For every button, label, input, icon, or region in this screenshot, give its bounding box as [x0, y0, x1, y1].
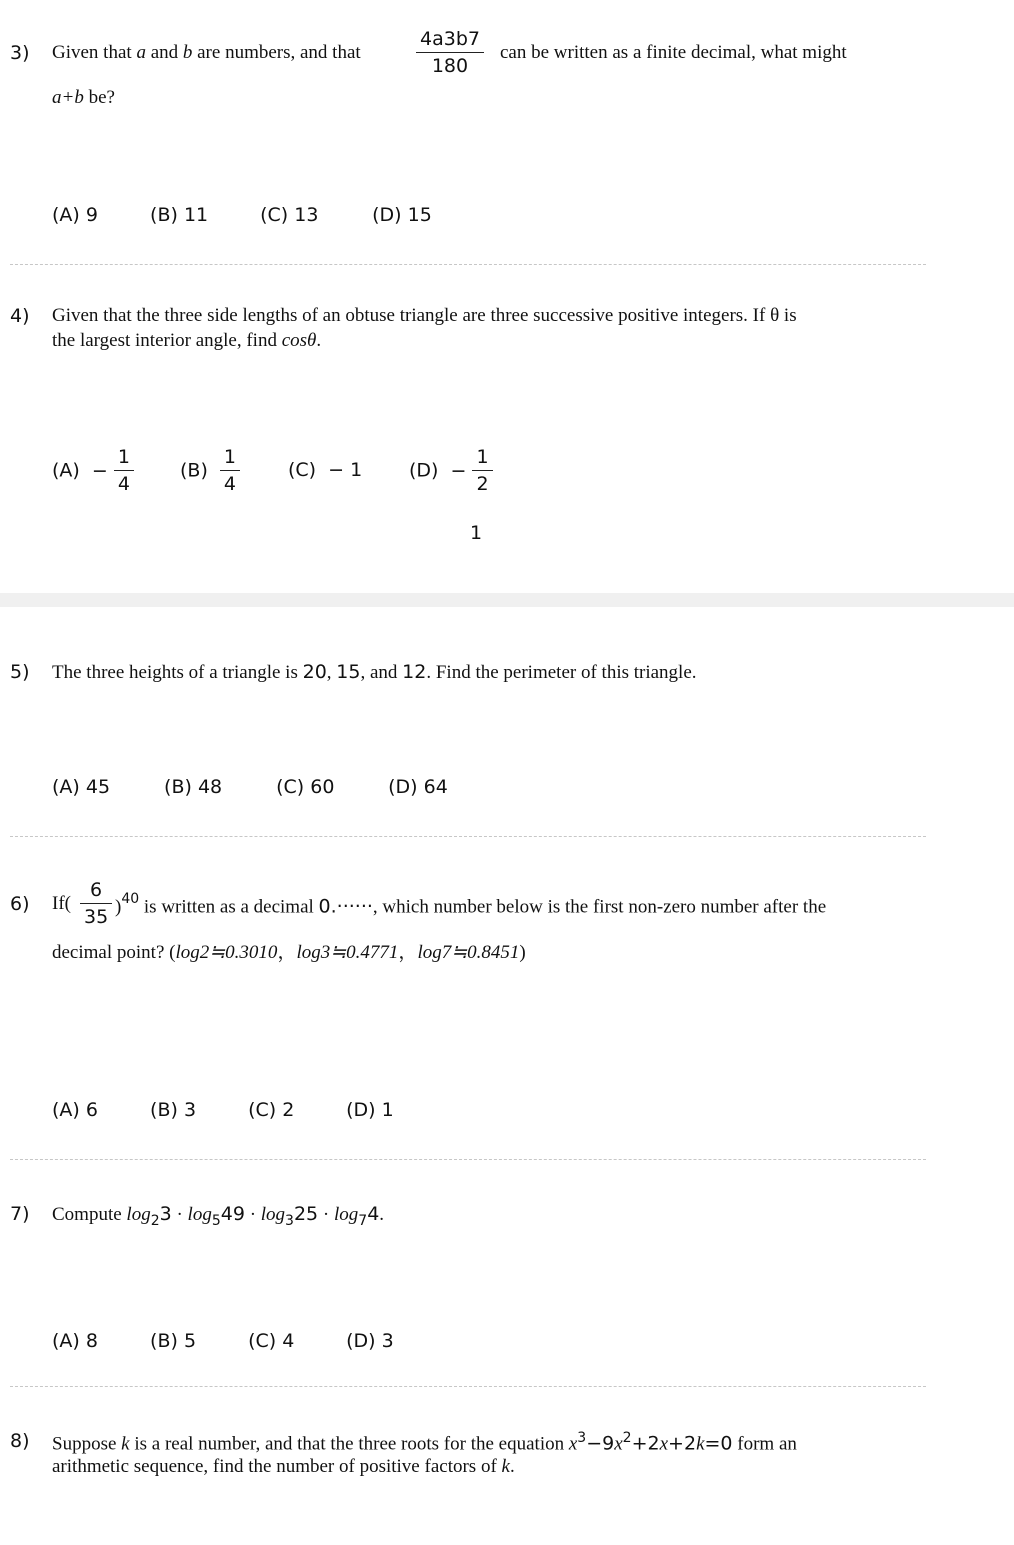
- choice-d[interactable]: (D) 64: [388, 776, 448, 798]
- fraction: [416, 28, 484, 77]
- question-text-line2: a+b be?: [52, 87, 115, 108]
- question-text: The three heights of a triangle is 20, 15, and 12. Find the perimeter of this triangle.: [52, 661, 697, 683]
- answer-choices: [52, 204, 432, 226]
- choice-b[interactable]: (B) $\frac{1}{4}$: [180, 446, 240, 495]
- question-if: If(: [52, 893, 71, 914]
- fraction-denominator: 180: [431, 55, 469, 77]
- question-number: 6): [10, 893, 30, 915]
- question-text-line1: Given that a and b are numbers, and that: [52, 42, 361, 63]
- section-separator-band: [0, 593, 1014, 607]
- divider: [10, 1159, 926, 1160]
- question-text-line2: arithmetic sequence, find the number of positive factors of k.: [52, 1456, 515, 1477]
- answer-choices: [52, 776, 448, 798]
- question-text-line2: decimal point? (log2≒0.3010，log3≒0.4771，log7≒0.8451): [52, 942, 526, 963]
- divider: [10, 836, 926, 837]
- choice-b[interactable]: (B) 3: [150, 1099, 197, 1121]
- fraction-denominator: 35: [84, 906, 109, 928]
- choice-a[interactable]: (A) − $\frac{1}{4}$: [52, 446, 134, 495]
- choice-b[interactable]: (B) 11: [150, 204, 209, 226]
- choice-a[interactable]: (A) 9: [52, 204, 98, 226]
- question-number: 5): [10, 661, 30, 683]
- question-number: 4): [10, 305, 30, 327]
- question-number: 8): [10, 1430, 30, 1452]
- fraction: [80, 879, 112, 928]
- question-text-line1-end: can be written as a finite decimal, what might: [500, 42, 847, 63]
- fraction-numerator: 4a3b7: [416, 28, 484, 53]
- choice-c[interactable]: (C) 60: [276, 776, 335, 798]
- choice-a[interactable]: (A) 8: [52, 1330, 98, 1352]
- choice-d[interactable]: (D) 3: [346, 1330, 394, 1352]
- exponent: 40: [121, 891, 140, 907]
- choice-b[interactable]: (B) 48: [164, 776, 223, 798]
- choice-d[interactable]: (D) − $\frac{1}{2}$: [409, 446, 493, 495]
- question-text-line1: )$^{40}$ is written as a decimal 0.······, which number below is the first non-zero number after the: [115, 891, 827, 918]
- choice-b[interactable]: (B) 5: [150, 1330, 197, 1352]
- question-number: 3): [10, 42, 30, 64]
- answer-choices: [52, 1330, 394, 1352]
- question-text-line1: Suppose k is a real number, and that the three roots for the equation $x^3-9x^2+2x+2k=0$ form an: [52, 1430, 797, 1455]
- choice-a[interactable]: (A) 6: [52, 1099, 98, 1121]
- choice-c[interactable]: (C) 13: [260, 204, 319, 226]
- stray-mark: 1: [470, 522, 483, 544]
- choice-d[interactable]: (D) 15: [372, 204, 432, 226]
- question-text: Compute $\log_23 \cdot \log_549 \cdot \log_325 \cdot \log_74$.: [52, 1203, 385, 1229]
- answer-choices: [52, 1099, 394, 1121]
- question-text-line2: the largest interior angle, find cosθ.: [52, 330, 322, 351]
- choice-d[interactable]: (D) 1: [346, 1099, 394, 1121]
- question-text-line1: Given that the three side lengths of an obtuse triangle are three successive positive integers. If θ is: [52, 305, 797, 326]
- divider: [10, 1386, 926, 1387]
- choice-a[interactable]: (A) 45: [52, 776, 111, 798]
- fraction-numerator: 6: [80, 879, 112, 904]
- choice-c[interactable]: (C) − 1: [288, 459, 363, 481]
- choice-c[interactable]: (C) 4: [248, 1330, 295, 1352]
- divider: [10, 264, 926, 265]
- choice-c[interactable]: (C) 2: [248, 1099, 295, 1121]
- question-number: 7): [10, 1203, 30, 1225]
